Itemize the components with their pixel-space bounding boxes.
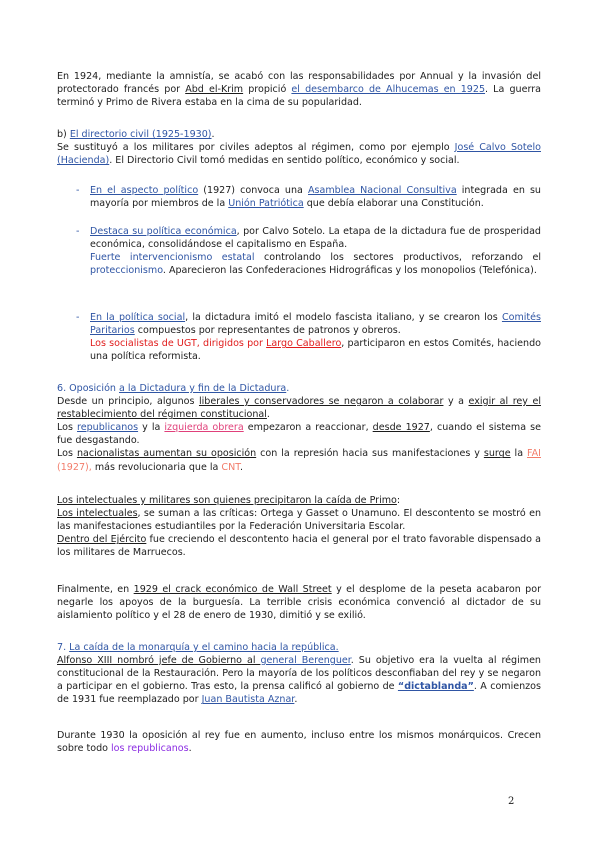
bullet-dash: - <box>76 312 80 323</box>
paragraph-intelectuales-militares: Los intelectuales y militares son quienes precipitaron la caída de Primo: Los intelectuales, se suman a las críticas: Ortega y Gasset o Unamuno. El descontento se mostró en las manifestaciones estudiantiles por la Federación Universitaria Escolar. Dentro del Ejército fue creciendo el descontento hacia el general por el trato favorable dispensado a los militares de Marruecos. <box>57 495 541 559</box>
bullet-aspecto-politico: En el aspecto político (1927) convoca una Asamblea Nacional Consultiva integrada en su mayoría por miembros de la Unión Patriótica que debía elaborar una Constitución. <box>90 185 541 210</box>
heading-caida-monarquia: La caída de la monarquía y el camino hacia la república. <box>69 642 339 653</box>
section-7-caida-monarquia: 7. La caída de la monarquía y el camino hacia la república. Alfonso XIII nombró jefe de Gobierno al general Berenguer. Su objetivo era la vuelta al régimen constitucional de la Restauración. Pero la mayoría de los políticos desconfiaban del rey y se negaron a participar en el gobierno. Tras esto, la prensa calificó al gobierno de “dictablanda”. A comienzos de 1931 fue reemplazado por Juan Bautista Aznar. <box>57 642 541 706</box>
bullet-politica-social: En la política social, la dictadura imitó el modelo fascista italiano, y se crearon los Comités Paritarios compuestos por representantes de patronos y obreros. Los socialistas de UGT, dirigidos por Largo Caballero, participaron en estos Comités, haciendo una política reformista. <box>90 312 541 363</box>
section-6-oposicion: 6. Oposición a la Dictadura y fin de la Dictadura. Desde un principio, algunos liberales y conservadores se negaron a colaborar y a exigir al rey el restablecimiento del régimen constitucional. Los republicanos y la izquierda obrera empezaron a reaccionar, desde 1927, cuando el sistema se fue desgastando. Los nacionalistas aumentan su oposición con la represión hacia sus manifestaciones y surge la FAI (1927), más revolucionaria que la CNT. <box>57 383 541 473</box>
section-b-directorio-civil: b) El directorio civil (1925-1930). Se sustituyó a los militares por civiles adeptos al régimen, como por ejemplo José Calvo Sotelo (Hacienda). El Directorio Civil tomó medidas en sentido político, económico y social. <box>57 129 541 167</box>
page-number: 2 <box>508 796 515 807</box>
paragraph-1924: En 1924, mediante la amnistía, se acabó con las responsabilidades por Annual y la invasión del protectorado francés por Abd el-Krim propició el desembarco de Alhucemas en 1925. La guerra terminó y Primo de Rivera estaba en la cima de su popularidad. <box>57 71 541 109</box>
bullet-dash: - <box>76 226 80 237</box>
bullet-politica-economica: Destaca su política económica, por Calvo Sotelo. La etapa de la dictadura fue de prosperidad económica, consolidándose el capitalismo en España. Fuerte intervencionismo estatal controlando los sectores productivos, reforzando el proteccionismo. Aparecieron las Confederaciones Hidrográficas y los monopolios (Telefónica). <box>90 226 541 277</box>
heading-directorio-civil: El directorio civil (1925-1930) <box>69 129 212 140</box>
paragraph-finalmente: Finalmente, en 1929 el crack económico de Wall Street y el desplome de la peseta acabaron por negarle los apoyos de la burguesía. La terrible crisis económica convenció al dictador de su aislamiento político y el 28 de enero de 1930, dimitió y se exilió. <box>57 584 541 622</box>
link-calvo-sotelo: José Calvo Sotelo (Hacienda) <box>57 142 541 167</box>
link-abd-el-krim: Abd el-Krim <box>185 84 244 96</box>
paragraph-durante-1930: Durante 1930 la oposición al rey fue en aumento, incluso entre los mismos monárquicos. Crecen sobre todo los republicanos. <box>57 730 541 755</box>
link-desembarco-alhucemas: el desembarco de Alhucemas en 1925 <box>291 84 486 96</box>
bullet-dash: - <box>76 185 80 196</box>
heading-oposicion-dictadura: a la Dictadura y fin de la Dictadura <box>119 383 287 394</box>
